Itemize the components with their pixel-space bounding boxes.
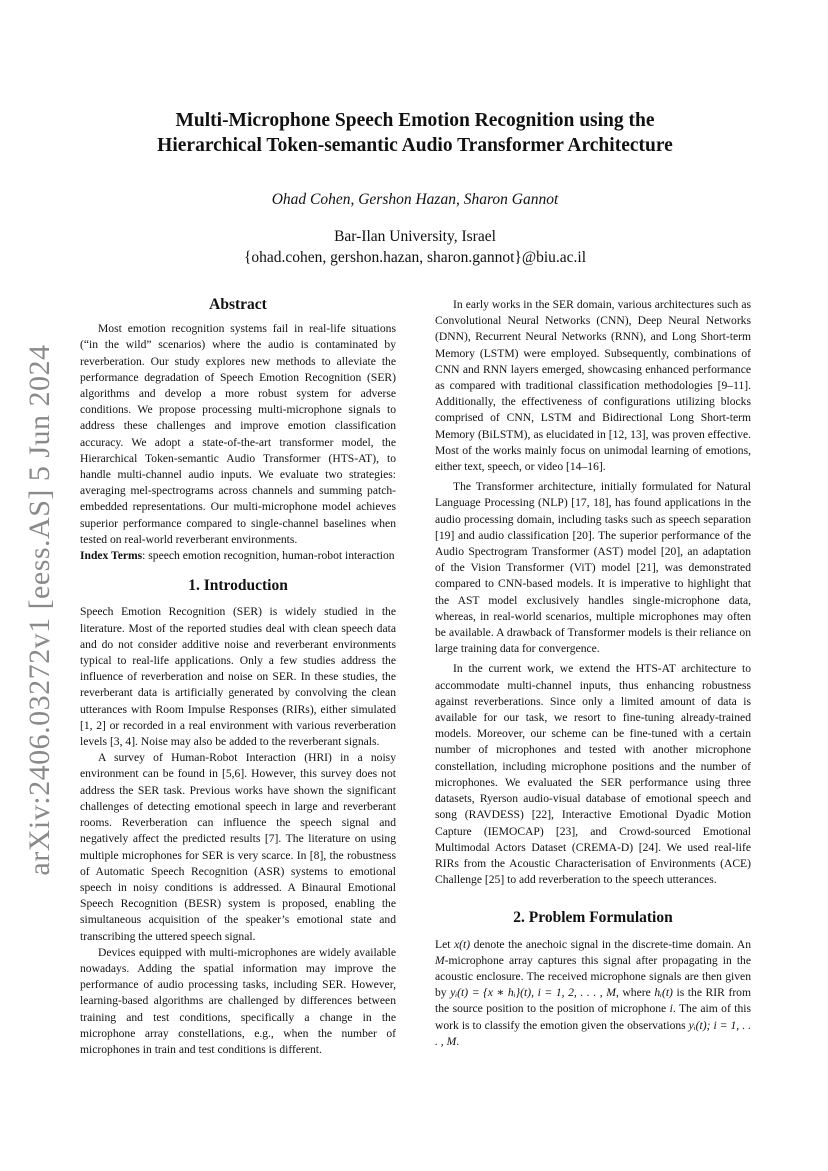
intro-paragraph-6: In the current work, we extend the HTS-AT architecture to accommodate multi-channel inputs, thus enhancing robustness against reverberations. Since only a limited amount of data is available for our task, we resort to fine-tuning already-trained models. Moreover, our scheme can be fine-tuned with a certain number of microphones and tested with another microphone constellation, including microphone positions and the number of microphones. We evaluated the SER performance using three datasets, Ryerson audio-visual database of emotional speech and song (RAVDESS) [22], Interactive Emotional Dyadic Motion Capture (IEMOCAP) [23], and Crowd-sourced Emotional Multimodal Actors Dataset (CREMA-D) [24]. We used real-life RIRs from the Acoustic Characterisation of Environments (ACE) Challenge [25] to add reverberation to the speech utterances. xyxy=(435,662,751,887)
pf-math-2: M xyxy=(435,953,445,967)
pf-text-3: -microphone array captures this signal after propagating in the acoustic enclosure. The received microphone signals are then given by xyxy=(435,953,751,1000)
affiliation-block xyxy=(90,226,740,268)
index-terms xyxy=(80,548,396,564)
intro-paragraph-5: The Transformer architecture, initially formulated for Natural Language Processing (NLP) [17, 18], has found applications in the audio processing domain, including tasks such as speech separation [19] and audio classification [20]. The superior performance of the Audio Spectrogram Transformer (AST) model [20], an adaptation of the Vision Transformer (ViT) model [21], was demonstrated compared to CNN-based models. It is imperative to highlight that the AST model exclusively handles single-microphone data, whereas, in real-world scenarios, multiple microphones may often be available. A drawback of Transformer models is their reliance on large training data for convergence. xyxy=(435,480,751,656)
pf-math-3: yᵢ(t) = {x ∗ hᵢ}(t), i = 1, 2, . . . , M xyxy=(450,986,616,1000)
pf-text-5: is the RIR from the source position to the position of microphone xyxy=(435,986,751,1016)
pf-math-6: yᵢ(t); i = 1, . . . , M xyxy=(435,1018,751,1048)
intro-paragraph-2: A survey of Human-Robot Interaction (HRI) in a noisy environment can be found in [5,6]. However, this survey does not address the SER task. Previous works have shown the significant challenges of detecting emotional speech in large and reverberant rooms. Reverberation can influence the speech signal and negatively affect the predicted results [7]. The literature on using multiple microphones for SER is very scarce. In [8], the robustness of Automatic Speech Recognition (ASR) systems to emotional speech in noisy conditions is addressed. A Binaural Emotional Speech Recognition (BESR) system is proposed, enabling the simultaneous acquisition of the speaker’s emotional state and transcribing the uttered speech signal. xyxy=(80,751,396,943)
intro-paragraph-1: Speech Emotion Recognition (SER) is widely studied in the literature. Most of the reported studies deal with clean speech data and do not consider additive noise and reverberant environments typical to real-life applications. Only a few studies address the influence of reverberation and noise on SER. In these studies, the reverberant data is artificially generated by convolving the clean utterances with Room Impulse Responses (RIRs), either simulated [1, 2] or recorded in a real environment with various reverberation levels [3, 4]. Noise may also be added to the reverberant signals. xyxy=(80,605,396,749)
title-line-2: Hierarchical Token-semantic Audio Transformer Architecture xyxy=(157,135,673,156)
abstract-text: Most emotion recognition systems fail in real-life situations (“in the wild” scenarios) where the audio is contaminated by reverberation. Our study explores new methods to alleviate the performance degradation of Speech Emotion Recognition (SER) algorithms and develop a more robust system for adverse conditions. We propose processing multi-microphone signals to address these challenges and improve emotion classification accuracy. We adopt a state-of-the-art transformer model, the Hierarchical Token-semantic Audio Transformer (HTS-AT), to handle multi-channel audio inputs. We evaluate two strategies: averaging mel-spectrograms across channels and summing patch-embedded representations. Our multi-microphone model achieves superior performance compared to single-channel baselines when tested on real-world reverberant environments. xyxy=(80,322,396,546)
pf-text-7: . xyxy=(456,1034,460,1048)
pf-text-1: Let xyxy=(435,937,455,951)
paper-title xyxy=(90,108,740,158)
pf-text-2: denote the anechoic signal in the discrete-time domain. An xyxy=(470,937,751,951)
abstract-heading: Abstract xyxy=(209,296,267,313)
index-terms-text: : speech emotion recognition, human-robot interaction xyxy=(142,549,395,563)
intro-paragraph-3: Devices equipped with multi-microphones are widely available nowadays. Adding the spatial information may improve the performance of audio processing tasks, including SER. However, learning-based algorithms are challenged by differences between training and test conditions, specifically a change in the microphone array constellations, e.g., when the number of microphones in train and test conditions is different. xyxy=(80,945,396,1056)
pf-text-6: . The aim of this work is to classify the emotion given the observations xyxy=(435,1002,751,1032)
title-line-1: Multi-Microphone Speech Emotion Recognition using the xyxy=(175,110,655,131)
intro-paragraph-4: In early works in the SER domain, various architectures such as Convolutional Neural Networks (CNN), Deep Neural Networks (DNN), Recurrent Neural Networks (RNN), and Long Short-term Memory (LSTM) were employed. Subsequently, combinations of CNN and RNN layers emerged, showcasing enhanced performance as compared with traditional classification methodologies [9–11]. Additionally, the effectiveness of configurations utilizing blocks comprised of CNN, LSTM and Bidirectional Long Short-term Memory (BiLSTM), as elucidated in [12, 13], was proven effective. Most of the works mainly focus on unimodal learning of emotions, either text, speech, or video [14–16]. xyxy=(435,298,751,474)
pf-math-5: i xyxy=(669,1002,673,1016)
author-list: Ohad Cohen, Gershon Hazan, Sharon Gannot xyxy=(271,191,559,208)
index-terms-label: Index Terms xyxy=(80,549,143,563)
problem-formulation-paragraph xyxy=(435,937,751,1050)
email-list: {ohad.cohen, gershon.hazan, sharon.gannot}@biu.ac.il xyxy=(243,249,587,266)
arxiv-identifier xyxy=(14,344,66,876)
left-column xyxy=(80,297,396,1058)
pf-math-4: hᵢ(t) xyxy=(654,986,673,1000)
pf-text-4: , where xyxy=(615,986,655,1000)
affiliation: Bar-Ilan University, Israel xyxy=(334,228,496,245)
section-heading-problem-formulation: 2. Problem Formulation xyxy=(513,909,673,927)
section-heading-introduction: 1. Introduction xyxy=(188,577,288,595)
pf-math-1: x(t) xyxy=(454,937,471,951)
right-column xyxy=(435,297,751,1050)
arxiv-identifier-text: arXiv:2406.03272v1 [eess.AS] 5 Jun 2024 xyxy=(23,344,56,876)
